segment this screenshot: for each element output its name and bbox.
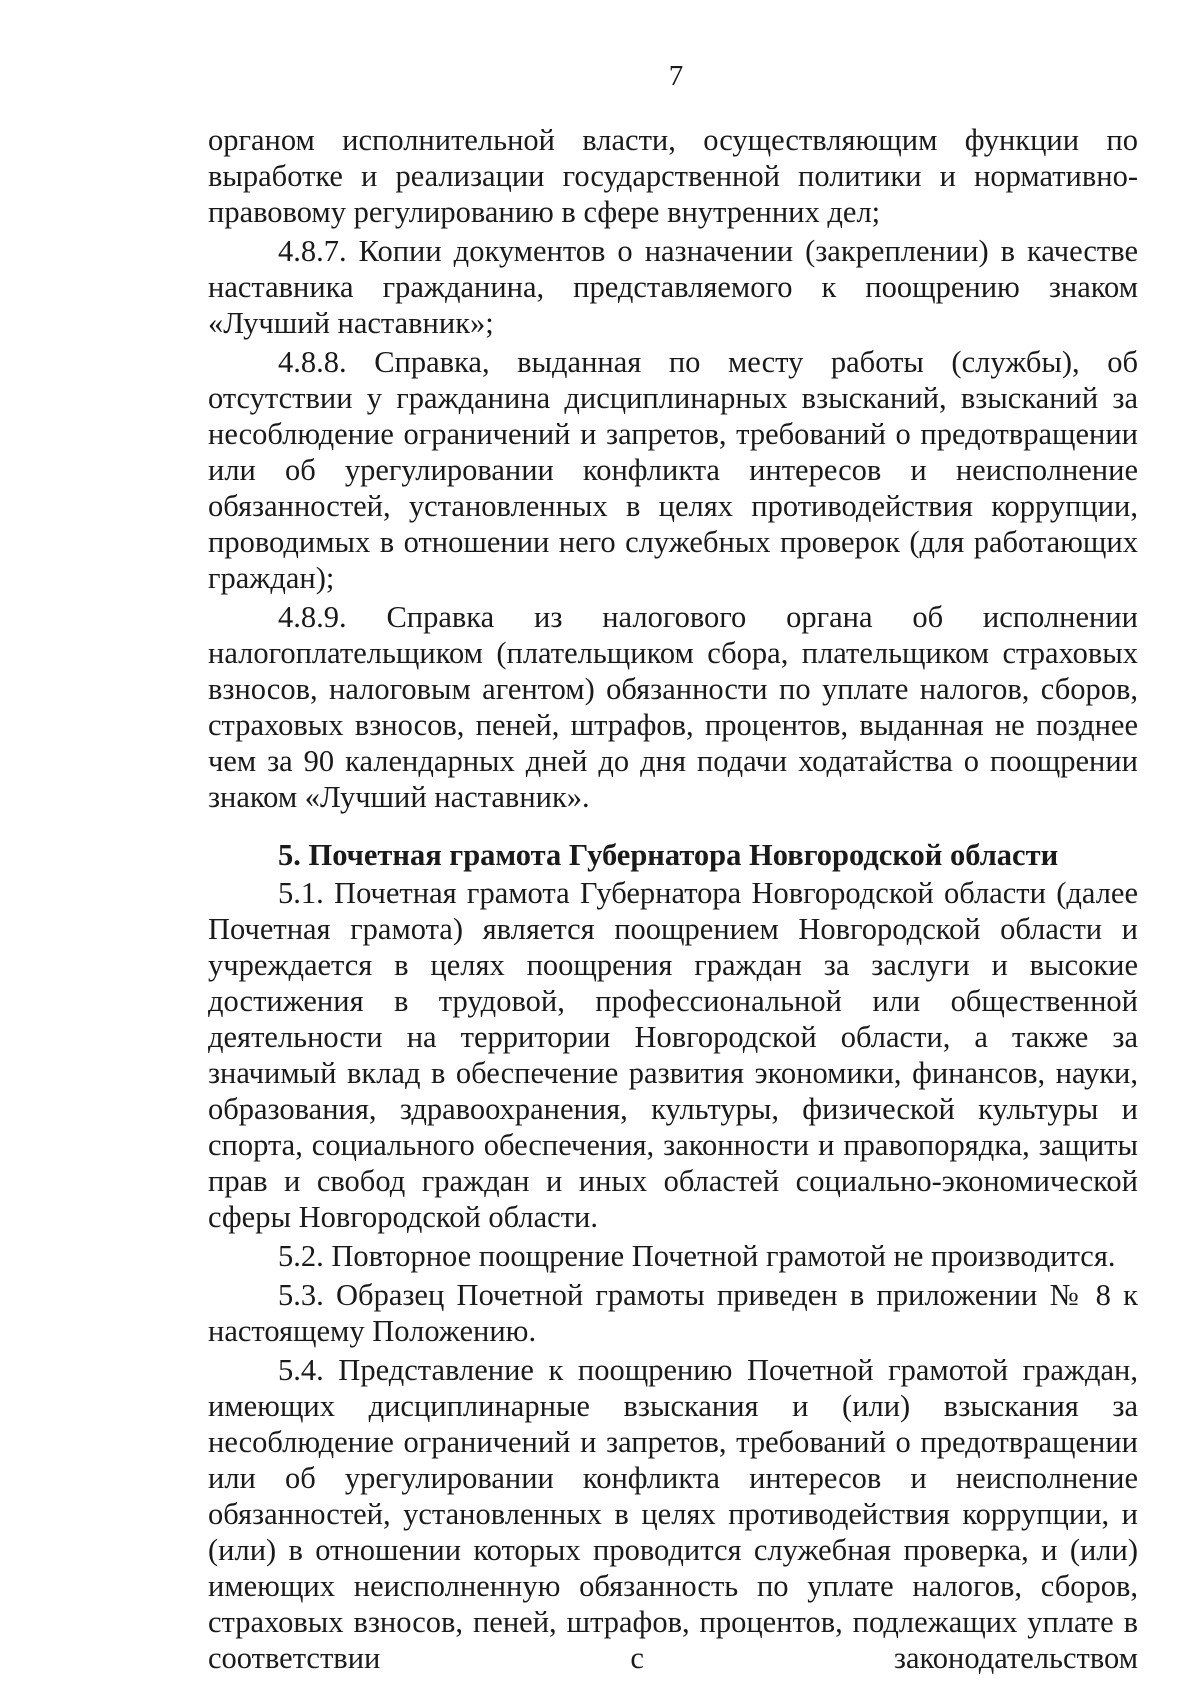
paragraph-5-2: 5.2. Повторное поощрение Почетной грамотой не производится. xyxy=(278,1239,1116,1273)
paragraph-4-8-7: 4.8.7. Копии документов о назначении (закреплении) в качестве наставника гражданина, представляемого к поощрению знаком «Лучший наставник»; xyxy=(208,234,1138,340)
page-number: 7 xyxy=(668,60,684,92)
paragraph-5-4: 5.4. Представление к поощрению Почетной грамотой граждан, имеющих дисциплинарные взыскания и (или) взыскания за несоблюдение ограничений и запретов, требований о предотвращении или об урегулировании конфликта интересов и неисполнение обязанностей, установленных в целях противодействия коррупции, и (или) в отношении которых проводится служебная проверка, и (или) имеющих неисполненную обязанность по уплате налогов, сборов, страховых взносов, пеней, штрафов, процентов, подлежащих уплате в соответствии с законодательством xyxy=(208,1353,1138,1675)
section-heading-5: 5. Почетная грамота Губернатора Новгородской области xyxy=(278,838,1059,872)
paragraph-continuation: органом исполнительной власти, осуществляющим функции по выработке и реализации государственной политики и нормативно-правовому регулированию в сфере внутренних дел; xyxy=(208,123,1138,229)
paragraph-5-1: 5.1. Почетная грамота Губернатора Новгородской области (далее Почетная грамота) является поощрением Новгородской области и учреждается в целях поощрения граждан за заслуги и высокие достижения в трудовой, профессиональной или общественной деятельности на территории Новгородской области, а также за значимый вклад в обеспечение развития экономики, финансов, науки, образования, здравоохранения, культуры, физической культуры и спорта, социального обеспечения, законности и правопорядка, защиты прав и свобод граждан и иных областей социально-экономической сферы Новгородской области. xyxy=(208,876,1138,1234)
document-body xyxy=(208,122,1138,1679)
paragraph-4-8-9: 4.8.9. Справка из налогового органа об исполнении налогоплательщиком (плательщиком сбора, плательщиком страховых взносов, налоговым агентом) обязанности по уплате налогов, сборов, страховых взносов, пеней, штрафов, процентов, выданная не позднее чем за 90 календарных дней до дня подачи ходатайства о поощрении знаком «Лучший наставник». xyxy=(208,600,1138,814)
paragraph-5-3: 5.3. Образец Почетной грамоты приведен в приложении № 8 к настоящему Положению. xyxy=(208,1278,1138,1348)
paragraph-4-8-8: 4.8.8. Справка, выданная по месту работы (службы), об отсутствии у гражданина дисциплинарных взысканий, взысканий за несоблюдение ограничений и запретов, требований о предотвращении или об урегулировании конфликта интересов и неисполнение обязанностей, установленных в целях противодействия коррупции, проводимых в отношении него служебных проверок (для работающих граждан); xyxy=(208,345,1138,595)
